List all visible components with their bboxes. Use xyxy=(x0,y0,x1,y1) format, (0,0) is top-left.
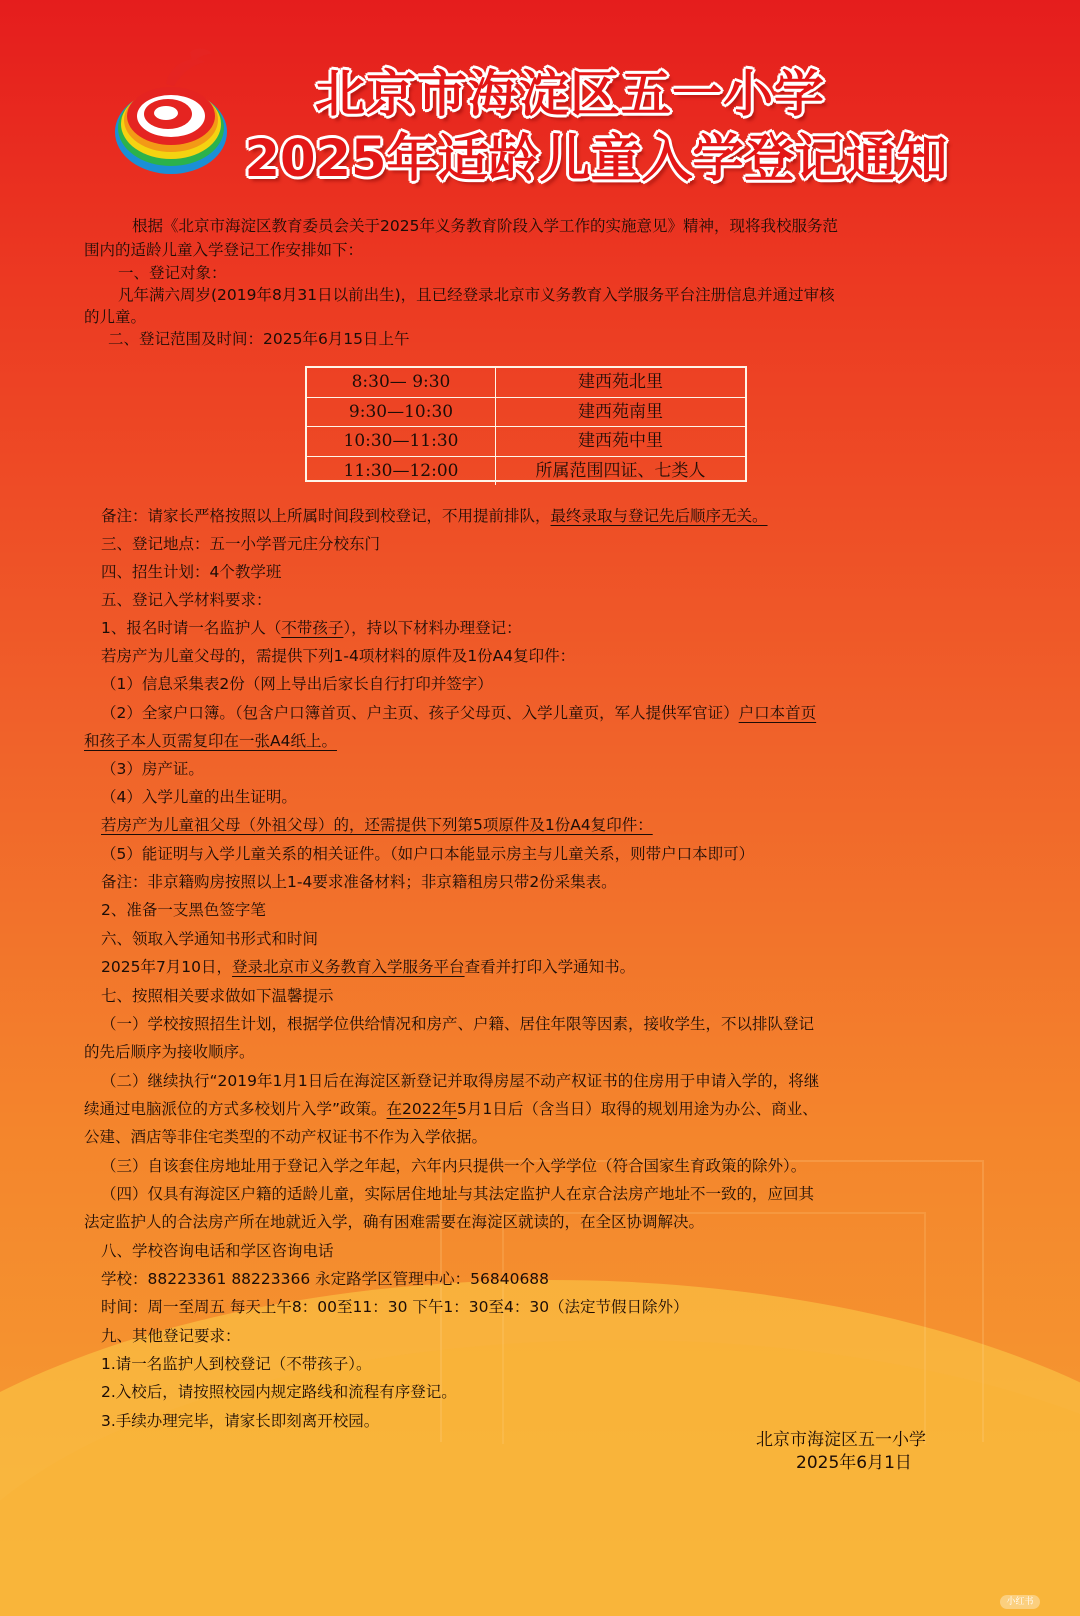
footer-organization: 北京市海淀区五一小学 xyxy=(756,1430,926,1450)
intro-line-2: 围内的适龄儿童入学登记工作安排如下： xyxy=(84,241,364,259)
material-2-underlined-a: 户口本首页 xyxy=(738,704,817,722)
note-2: 备注：非京籍购房按照以上1-4要求准备材料；非京籍租房只带2份采集表。 xyxy=(101,873,617,891)
parents-requirement: 若房产为儿童父母的，需提供下列1-4项材料的原件及1份A4复印件： xyxy=(101,647,576,665)
tip-2-text-a: 续通过电脑派位的方式多校划片入学”政策。 xyxy=(84,1100,387,1118)
title-line-1: 北京市海淀区五一小学 xyxy=(315,65,825,123)
phone-numbers: 学校：88223361 88223366 永定路学区管理中心：56840688 xyxy=(101,1270,550,1288)
section-1-heading: 一、登记对象： xyxy=(118,264,227,282)
section-9-heading: 九、其他登记要求： xyxy=(101,1327,241,1345)
section-3-heading: 三、登记地点：五一小学晋元庄分校东门 xyxy=(101,535,381,553)
table-row xyxy=(307,427,745,457)
time-cell: 10:30—11:30 xyxy=(307,427,496,456)
section-5-heading: 五、登记入学材料要求： xyxy=(101,591,272,609)
material-5: （5）能证明与入学儿童关系的相关证件。（如户口本能显示房主与儿童关系，则带户口本即可） xyxy=(101,845,755,863)
section-6-heading: 六、领取入学通知书形式和时间 xyxy=(101,930,319,948)
section-1-line-2: 的儿童。 xyxy=(84,308,147,326)
tip-2-line-3: 公建、酒店等非住宅类型的不动产权证书不作为入学依据。 xyxy=(84,1128,488,1146)
notice-date: 2025年7月10日， xyxy=(101,958,233,976)
section-7-heading: 七、按照相关要求做如下温馨提示 xyxy=(101,987,334,1005)
requirement-1: 1.请一名监护人到校登记（不带孩子）。 xyxy=(101,1355,372,1373)
section-8-heading: 八、学校咨询电话和学区咨询电话 xyxy=(101,1242,334,1260)
material-2-line-2: 和孩子本人页需复印在一张A4纸上。 xyxy=(84,732,337,750)
material-2-line-1 xyxy=(101,703,816,723)
area-cell: 所属范围四证、七类人 xyxy=(535,460,706,481)
note-1-emphasis: 最终录取与登记先后顺序无关。 xyxy=(550,507,768,525)
material-item-1 xyxy=(101,618,522,638)
tip-3: （三）自该套住房地址用于登记入学之年起，六年内只提供一个入学学位（符合国家生育政策的除外）。 xyxy=(101,1157,807,1175)
area-cell: 建西苑中里 xyxy=(578,431,663,451)
table-row xyxy=(307,398,745,428)
schedule-table xyxy=(305,366,747,482)
notice-tail: 查看并打印入学通知书。 xyxy=(464,958,636,976)
tip-2-line-1: （二）继续执行“2019年1月1日后在海淀区新登记并取得房屋不动产权证书的住房用于申请入学的，将继 xyxy=(101,1072,820,1090)
note-1 xyxy=(101,506,768,526)
tip-2-line-2 xyxy=(84,1099,818,1119)
requirement-2: 2.入校后，请按照校园内规定路线和流程有序登记。 xyxy=(101,1383,457,1401)
material-3: （3）房产证。 xyxy=(101,760,204,778)
tip-1-line-1: （一）学校按照招生计划，根据学位供给情况和房产、户籍、居住年限等因素，接收学生，不以排队登记 xyxy=(101,1015,815,1033)
watermark-badge: 小红书 xyxy=(1000,1595,1040,1609)
platform-link: 登录北京市义务教育入学服务平台 xyxy=(232,958,465,976)
item-1-text-a: 1、报名时请一名监护人（ xyxy=(101,619,282,637)
material-1: （1）信息采集表2份（网上导出后家长自行打印并签字） xyxy=(101,675,493,693)
area-cell: 建西苑北里 xyxy=(578,372,663,392)
section-6-body xyxy=(101,957,635,977)
section-2-heading: 二、登记范围及时间：2025年6月15日上午 xyxy=(108,330,410,348)
intro-line-1: 根据《北京市海淀区教育委员会关于2025年义务教育阶段入学工作的实施意见》精神，现将我校服务范 xyxy=(132,217,838,235)
item-1-no-children: 不带孩子 xyxy=(281,619,344,637)
tip-2-text-b: 在2022年 xyxy=(386,1100,457,1118)
material-4: （4）入学儿童的出生证明。 xyxy=(101,788,297,806)
material-item-2: 2、准备一支黑色签字笔 xyxy=(101,901,266,919)
item-1-text-b: ），持以下材料办理登记： xyxy=(343,619,522,637)
time-cell: 8:30— 9:30 xyxy=(307,368,496,397)
tip-4-line-1: （四）仅具有海淀区户籍的适龄儿童，实际居住地址与其法定监护人在京合法房产地址不一致的，应回其 xyxy=(101,1185,815,1203)
note-1-text: 备注：请家长严格按照以上所属时间段到校登记，不用提前排队， xyxy=(101,507,551,525)
tip-1-line-2: 的先后顺序为接收顺序。 xyxy=(84,1043,255,1061)
requirement-3: 3.手续办理完毕，请家长即刻离开校园。 xyxy=(101,1412,380,1430)
table-row xyxy=(307,368,745,398)
tip-4-line-2: 法定监护人的合法房产所在地就近入学，确有困难需要在海淀区就读的，在全区协调解决。 xyxy=(84,1213,705,1231)
section-1-line-1: 凡年满六周岁(2019年8月31日以前出生)，且已经登录北京市义务教育入学服务平台注册信息并通过审核 xyxy=(118,286,835,304)
time-cell: 11:30—12:00 xyxy=(307,457,496,486)
time-cell: 9:30—10:30 xyxy=(307,398,496,427)
office-hours: 时间：周一至周五 每天上午8：00至11：30 下午1：30至4：30（法定节假日除外） xyxy=(101,1298,689,1316)
area-cell: 建西苑南里 xyxy=(578,401,663,422)
material-2-text: （2）全家户口簿。（包含户口簿首页、户主页、孩子父母页、入学儿童页，军人提供军官证） xyxy=(101,704,739,722)
grandparents-requirement: 若房产为儿童祖父母（外祖父母）的，还需提供下列第5项原件及1份A4复印件： xyxy=(101,816,653,834)
section-4-heading: 四、招生计划：4个教学班 xyxy=(101,563,282,581)
tip-2-text-c: 5月1日后（含当日）取得的规划用途为办公、商业、 xyxy=(457,1100,818,1118)
footer-date: 2025年6月1日 xyxy=(796,1453,912,1473)
table-row xyxy=(307,457,745,486)
title-line-2: 2025年适龄儿童入学登记通知 xyxy=(244,130,948,189)
